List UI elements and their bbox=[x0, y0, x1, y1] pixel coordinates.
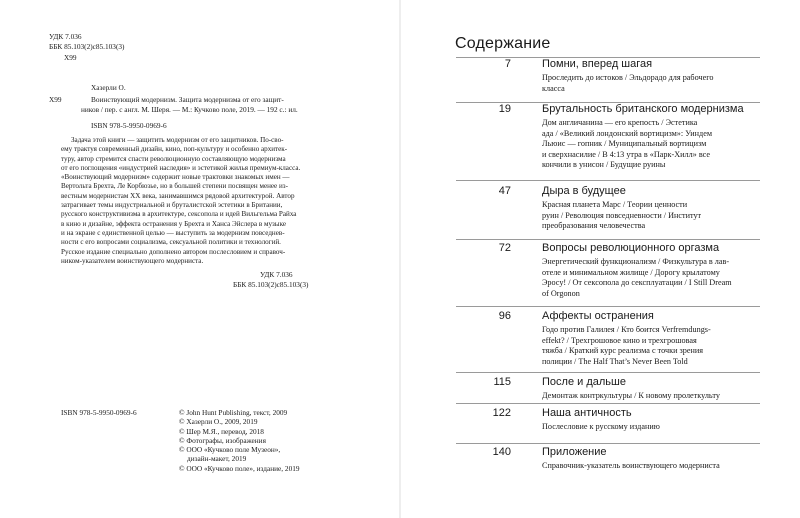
toc-chapter-title: Вопросы революционного оргазма bbox=[542, 242, 720, 254]
annotation-line: от его поглощения «индустрией наследия» и эстетикой жилья премиум-класса. bbox=[61, 163, 301, 172]
toc-subsection-line: Годо против Галилея / Кто боится Verfremdungs- bbox=[542, 325, 711, 334]
toc-subsection-line: Послесловие к русскому изданию bbox=[542, 422, 660, 431]
copyright-line: © Хазерли О., 2009, 2019 bbox=[179, 417, 258, 427]
toc-page-number: 122 bbox=[492, 407, 511, 419]
toc-chapter-title: Дыра в будущее bbox=[542, 185, 626, 197]
book-spine bbox=[399, 0, 401, 518]
toc-subsections bbox=[542, 73, 752, 94]
udk-top: УДК 7.036 bbox=[49, 32, 82, 41]
toc-page-number: 47 bbox=[498, 185, 511, 197]
toc-title: Содержание bbox=[455, 35, 551, 52]
toc-subsection-line: Дом англичанина — его крепость / Эстетика bbox=[542, 118, 698, 127]
toc-page-number: 96 bbox=[498, 310, 511, 322]
toc-chapter-title: Аффекты остранения bbox=[542, 310, 654, 322]
toc-separator bbox=[456, 372, 760, 373]
toc-chapter-title: Брутальность британского модернизма bbox=[542, 103, 744, 115]
toc-page-number: 72 bbox=[498, 242, 511, 254]
toc-page-number: 140 bbox=[492, 446, 511, 458]
annotation-block bbox=[61, 136, 303, 266]
toc-subsection-line: и сверхнасилие / В 4:13 утра в «Парк-Хилл» все bbox=[542, 149, 711, 159]
toc-subsection-line: of Orgonon bbox=[542, 288, 580, 298]
annotation-line: русского конструктивизма в архитектуре, сексопола и идей Вильгельма Райха bbox=[61, 210, 297, 219]
toc-subsection-line: тяжба / Краткий курс реализма с точки зрения bbox=[542, 346, 703, 356]
annotation-line: Вертольта Брехта, Ле Корбюзье, но в большей степени посвящен менее из- bbox=[61, 182, 288, 191]
annotation-line: вестным модернистам XX века, занимавшимся рядовой архитектурой. Автор bbox=[61, 191, 295, 200]
bbk-top: ББК 85.103(2)с85.103(3) bbox=[49, 42, 125, 51]
toc-subsection-line: руин / Революция повседневности / Институт bbox=[542, 210, 702, 220]
biblio-line-1: Воинствующий модернизм. Защита модернизма от его защит- bbox=[91, 95, 284, 104]
toc-separator bbox=[456, 239, 760, 240]
copyright-line: дизайн-макет, 2019 bbox=[187, 454, 247, 464]
toc-subsection-line: Справочник-указатель воинствующего модерниста bbox=[542, 461, 720, 470]
toc-separator bbox=[456, 180, 760, 181]
toc-subsection-line: отеле и минимальном жилище / Дорогу крылатому bbox=[542, 267, 720, 277]
toc-subsection-line: Энергетический функционализм / Физкультура в лав- bbox=[542, 257, 730, 266]
copyright-list bbox=[179, 408, 300, 473]
toc-subsection-line: Проследить до истоков / Эльдорадо для рабочего bbox=[542, 73, 714, 82]
toc-subsections bbox=[542, 422, 752, 433]
cutter-code-top: Х99 bbox=[64, 53, 77, 62]
cutter-code-side: Х99 bbox=[49, 95, 62, 104]
toc-subsections bbox=[542, 257, 752, 299]
toc-subsections bbox=[542, 461, 752, 472]
annotation-line: туру, автор стремится спасти революционную составляющую модернизма bbox=[61, 154, 286, 163]
toc-subsections bbox=[542, 391, 752, 402]
toc-subsections bbox=[542, 200, 752, 232]
annotation-line: ности с его вопросами социализма, сексуальной политики и технологий. bbox=[61, 238, 281, 247]
annotation-line: затрагивает темы индустриальной и бруталистской эстетики в Британии, bbox=[61, 201, 283, 210]
isbn-mid: ISBN 978-5-9950-0969-6 bbox=[91, 121, 167, 130]
toc-subsection-line: ада / «Великий лондонский вортицизм»: Уиндем bbox=[542, 128, 713, 138]
toc-subsection-line: effekt? / Трехгрошовое кино и трехгрошовая bbox=[542, 335, 697, 345]
toc-subsection-line: Красная планета Марс / Теории ценности bbox=[542, 200, 688, 209]
udk-bottom: УДК 7.036 bbox=[260, 270, 293, 279]
isbn-bottom: ISBN 978-5-9950-0969-6 bbox=[61, 408, 137, 417]
toc-chapter-title: Помни, вперед шагая bbox=[542, 58, 653, 70]
toc-subsections bbox=[542, 118, 752, 171]
annotation-line: ником-указателем воинствующего модерниста. bbox=[61, 256, 204, 265]
toc-separator bbox=[456, 306, 760, 307]
author-heading: Хазерли О. bbox=[91, 83, 126, 92]
toc-page-number: 7 bbox=[504, 58, 511, 70]
bbk-bottom: ББК 85.103(2)с85.103(3) bbox=[233, 280, 309, 289]
copyright-line: © Шер М.Я., перевод, 2018 bbox=[179, 426, 264, 436]
toc-subsection-line: кончили в унисон / Будущие руины bbox=[542, 160, 666, 170]
annotation-line: «Воинствующий модернизм» содержит новые трактовки знакомых имен — bbox=[61, 173, 290, 182]
toc-subsections bbox=[542, 325, 752, 367]
toc-subsection-line: класса bbox=[542, 83, 565, 93]
toc-chapter-title: Приложение bbox=[542, 446, 607, 458]
toc-page-number: 19 bbox=[498, 103, 511, 115]
toc-separator bbox=[456, 403, 760, 404]
toc-chapter-title: После и дальше bbox=[542, 376, 626, 388]
copyright-line: © John Hunt Publishing, текст, 2009 bbox=[179, 408, 288, 417]
toc-chapter-title: Наша античность bbox=[542, 407, 632, 419]
copyright-line: © Фотографы, изображения bbox=[179, 435, 266, 445]
toc-subsection-line: Эросу! / От сексопола до сексплуатации / I Still Dream bbox=[542, 278, 732, 288]
toc-subsection-line: полиции / The Half That’s Never Been Told bbox=[542, 356, 688, 366]
annotation-line: Русское издание специально дополнено автором послесловием и справоч- bbox=[61, 247, 286, 256]
toc-separator bbox=[456, 443, 760, 444]
annotation-line: ему трактуя современный дизайн, кино, поп-культуру и особенно архитек- bbox=[61, 145, 288, 154]
annotation-line: Задача этой книги — защитить модернизм от его защитников. По-сво- bbox=[71, 136, 284, 144]
toc-subsection-line: Льюис — гопник / Муниципальный вортицизм bbox=[542, 139, 707, 149]
copyright-line: © ООО «Кучково поле Музеон», bbox=[179, 445, 281, 455]
toc-subsection-line: Демонтаж контркультуры / К новому пролеткульту bbox=[542, 391, 720, 400]
copyright-line: © ООО «Кучково поле», издание, 2019 bbox=[179, 463, 300, 473]
toc-page-number: 115 bbox=[493, 376, 511, 388]
annotation-line: и на экране с единственной целью — выступить за модернизм повседнев- bbox=[61, 228, 285, 237]
biblio-line-2: ников / пер. с англ. М. Шеря. — М.: Кучково поле, 2019. — 192 с.: ил. bbox=[81, 105, 298, 114]
toc-subsection-line: преобразования человечества bbox=[542, 221, 646, 231]
annotation-line: в кино и дизайне, эффекта остранения у Брехта и Ханса Эйслера в музыке bbox=[61, 219, 286, 228]
